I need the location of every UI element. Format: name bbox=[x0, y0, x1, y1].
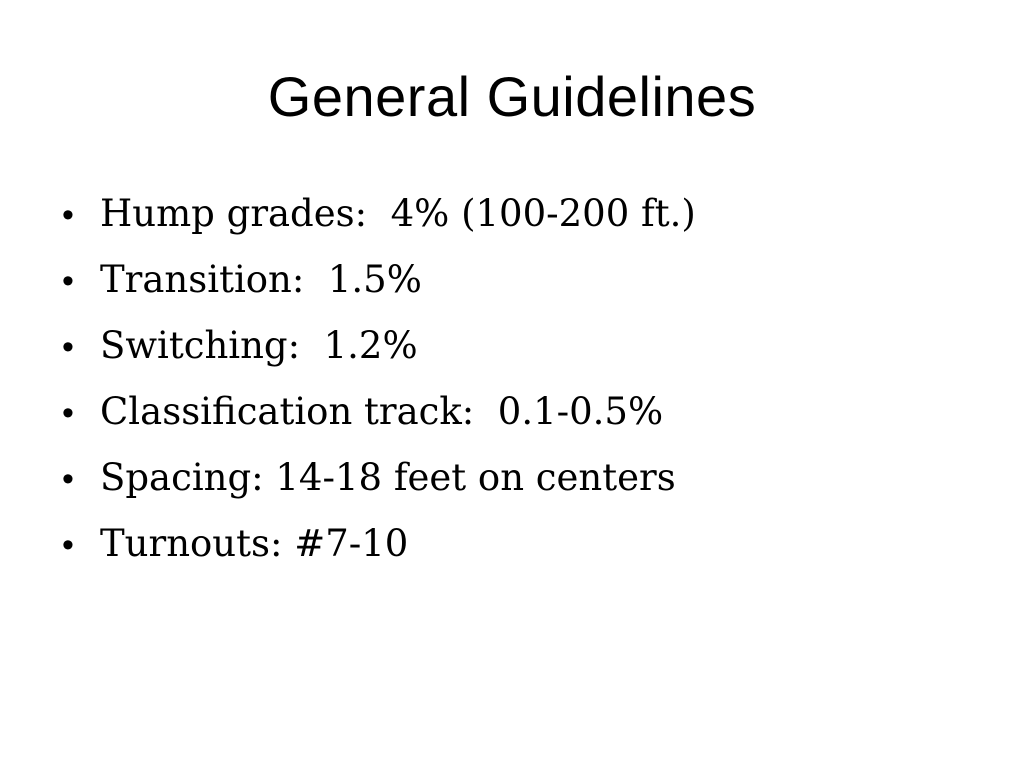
bullet-list bbox=[62, 188, 962, 584]
list-item bbox=[62, 188, 962, 254]
bullet-icon: • bbox=[62, 526, 74, 564]
list-item bbox=[62, 254, 962, 320]
bullet-text: Transition: 1.5% bbox=[100, 258, 422, 301]
bullet-icon: • bbox=[62, 460, 74, 498]
bullet-text: Switching: 1.2% bbox=[100, 324, 418, 367]
bullet-icon: • bbox=[62, 394, 74, 432]
slide-title: General Guidelines bbox=[267, 65, 757, 128]
bullet-text: Turnouts: #7-10 bbox=[100, 522, 409, 565]
bullet-icon: • bbox=[62, 196, 74, 234]
list-item bbox=[62, 320, 962, 386]
bullet-icon: • bbox=[62, 262, 74, 300]
list-item bbox=[62, 452, 962, 518]
list-item bbox=[62, 386, 962, 452]
bullet-text: Spacing: 14-18 feet on centers bbox=[100, 456, 676, 499]
bullet-icon: • bbox=[62, 328, 74, 366]
bullet-text: Classification track: 0.1-0.5% bbox=[100, 390, 664, 433]
bullet-text: Hump grades: 4% (100-200 ft.) bbox=[100, 192, 696, 235]
list-item bbox=[62, 518, 962, 584]
